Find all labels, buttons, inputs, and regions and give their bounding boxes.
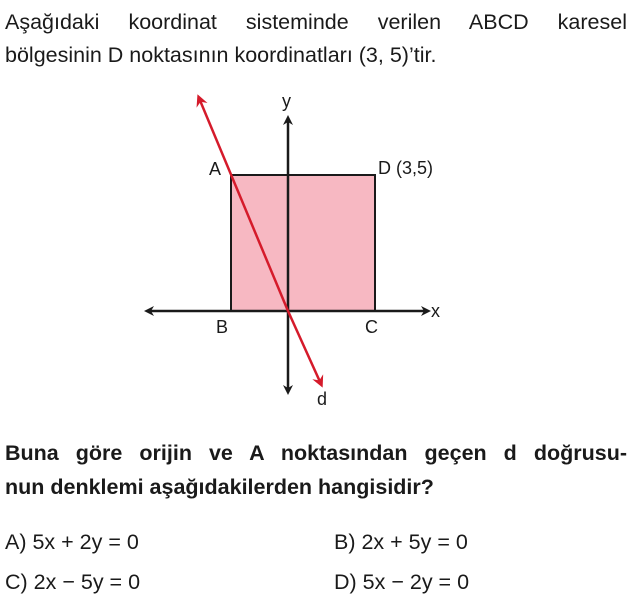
line-d-lower [288,311,321,384]
question-line-2: bölgesinin D noktasının koordinatları (3, 5)’tir. [5,43,437,67]
prompt-line-1: Buna göre orijin ve A noktasından geçen d doğrusu- [5,441,627,465]
point-c-label: C [365,317,378,337]
option-c[interactable]: C) 2x − 5y = 0 [5,570,141,594]
option-b[interactable]: B) 2x + 5y = 0 [334,530,468,554]
line-d-label: d [317,389,328,409]
square-region [231,175,375,311]
point-a-label: A [209,159,222,179]
question-line-1: Aşağıdaki koordinat sisteminde verilen ABCD karesel [5,10,627,34]
point-d-coords: (3,5) [396,158,434,178]
axis-y-label: y [282,91,291,111]
option-d[interactable]: D) 5x − 2y = 0 [334,570,470,594]
question-prompt [5,436,627,504]
option-a[interactable]: A) 5x + 2y = 0 [5,530,139,554]
point-d-label: D [378,158,391,178]
prompt-line-2: nun denklemi aşağıdakilerden hangisidir? [5,475,434,499]
point-b-label: B [216,317,229,337]
axis-x-label: x [431,301,440,321]
